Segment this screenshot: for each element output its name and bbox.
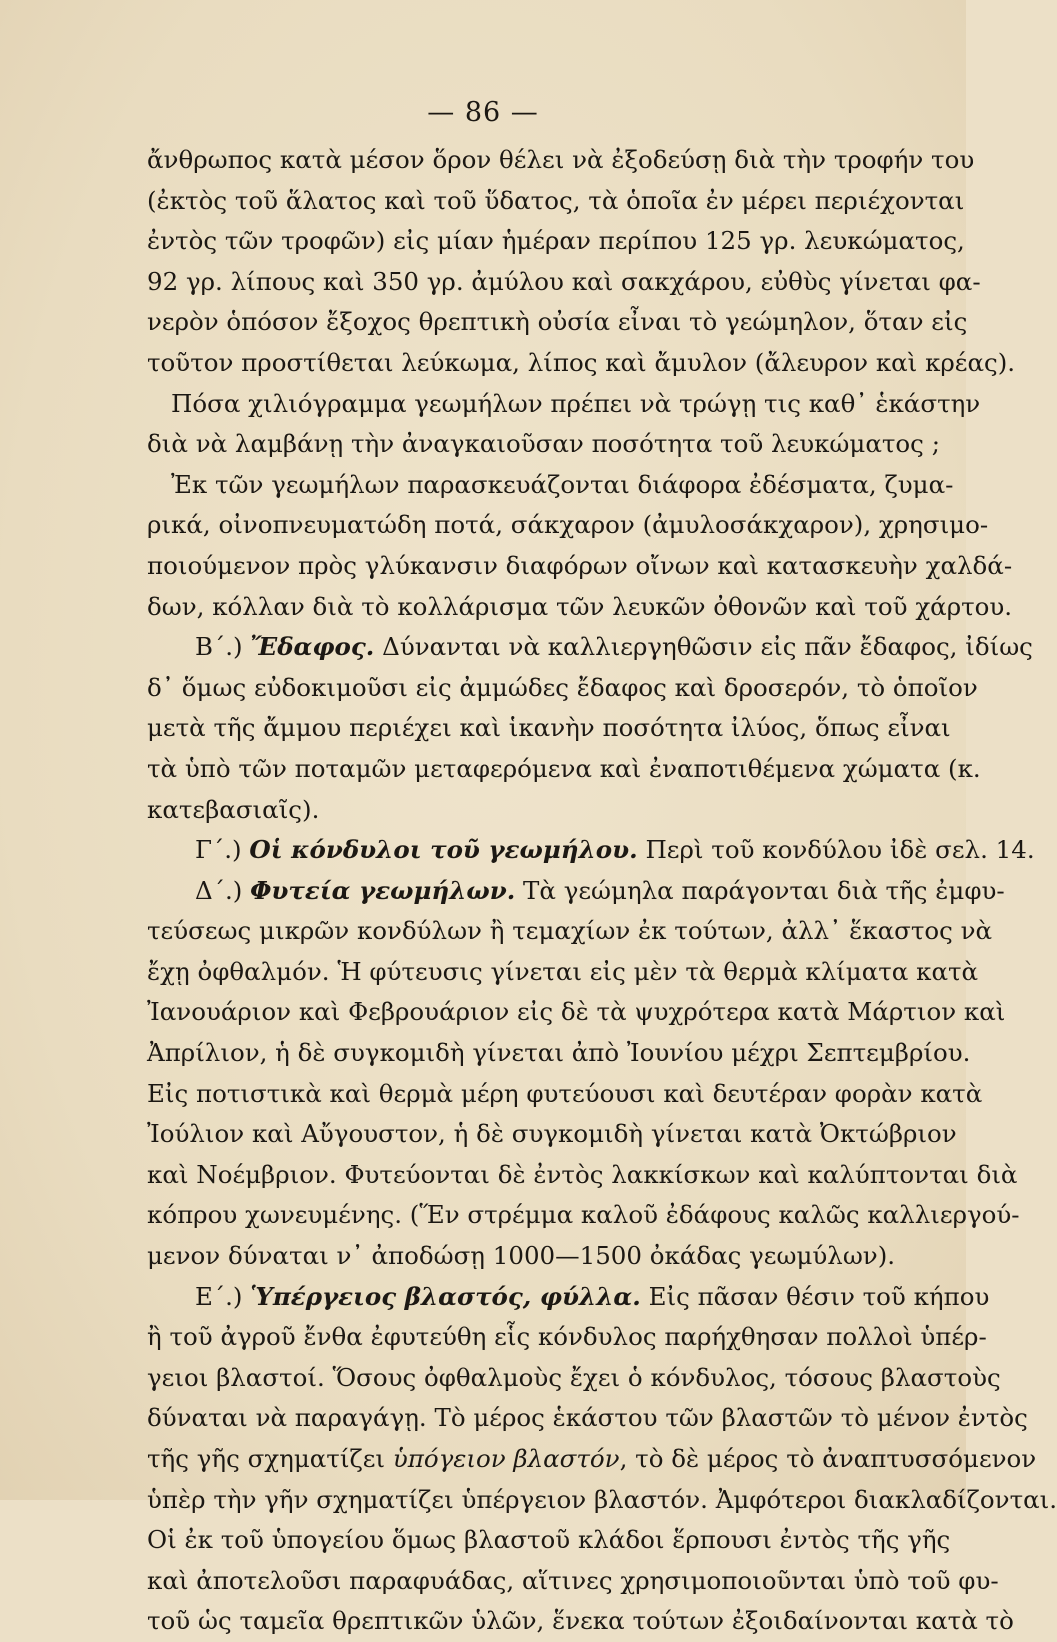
- text-line: νερὸν ὁπόσον ἔξοχος θρεπτικὴ οὐσία εἶναι τὸ γεώμηλον, ὅταν εἰς: [147, 307, 968, 337]
- section-text: Τὰ γεώμηλα παράγονται διὰ τῆς ἐμφυ-: [523, 875, 1005, 905]
- text-line: δύναται νὰ παραγάγῃ. Τὸ μέρος ἑκάστου τῶν βλαστῶν τὸ μένον ἐντὸς: [147, 1403, 1028, 1433]
- section-label: Δ΄.): [195, 875, 243, 905]
- text-line: Ἰούλιον καὶ Αὔγουστον, ἡ δὲ συγκομιδὴ γίνεται κατὰ Ὀκτώβριον: [147, 1119, 957, 1149]
- text-line: ὑπὲρ τὴν γῆν σχηματίζει ὑπέργειον βλαστόν. Ἀμφότεροι διακλαδίζονται.: [147, 1484, 1057, 1514]
- section-heading: Ἔδαφος.: [250, 632, 375, 662]
- section-g-line: [147, 830, 1035, 871]
- italic-term: ὑπόγειον βλαστόν: [392, 1444, 620, 1473]
- text-line: ἢ τοῦ ἀγροῦ ἔνθα ἐφυτεύθη εἷς κόνδυλος παρήχθησαν πολλοὶ ὑπέρ-: [147, 1322, 987, 1352]
- page-number: — 86 —: [427, 97, 539, 128]
- text-line: διὰ νὰ λαμβάνῃ τὴν ἀναγκαιοῦσαν ποσότητα τοῦ λευκώματος ;: [147, 429, 940, 459]
- text-line: Ἀπρίλιον, ἡ δὲ συγκομιδὴ γίνεται ἀπὸ Ἰουνίου μέχρι Σεπτεμβρίου.: [147, 1038, 971, 1068]
- section-heading: Φυτεία γεωμήλων.: [250, 875, 516, 905]
- section-text: Εἰς πᾶσαν θέσιν τοῦ κήπου: [648, 1281, 990, 1311]
- text-line: Ἰανουάριον καὶ Φεβρουάριον εἰς δὲ τὰ ψυχρότερα κατὰ Μάρτιον καὶ: [147, 997, 1006, 1027]
- text-line: κατεβασιαῖς).: [147, 794, 320, 824]
- section-heading: Ὑπέργειος βλαστός, φύλλα.: [250, 1281, 641, 1311]
- section-text: Δύνανται νὰ καλλιεργηθῶσιν εἰς πᾶν ἔδαφος, ἰδίως: [382, 632, 1033, 662]
- section-label: Γ΄.): [195, 835, 242, 865]
- text-line: ἄνθρωπος κατὰ μέσον ὅρον θέλει νὰ ἐξοδεύσῃ διὰ τὴν τροφήν του: [147, 145, 975, 174]
- text-line: τεύσεως μικρῶν κονδύλων ἢ τεμαχίων ἐκ τούτων, ἀλλ᾽ ἕκαστος νὰ: [147, 916, 993, 946]
- text-line: τοῦ ὡς ταμεῖα θρεπτικῶν ὑλῶν, ἕνεκα τούτων ἐξοιδαίνονται κατὰ τὸ: [147, 1606, 1014, 1636]
- text-line: Ἐκ τῶν γεωμήλων παρασκευάζονται διάφορα ἐδέσματα, ζυμα-: [171, 469, 954, 499]
- text-segment: , τὸ δὲ μέρος τὸ ἀναπτυσσόμενον: [619, 1444, 1037, 1473]
- text-line: Οἱ ἐκ τοῦ ὑπογείου ὅμως βλαστοῦ κλάδοι ἕρπουσι ἐντὸς τῆς γῆς: [147, 1525, 951, 1555]
- text-line: ἐντὸς τῶν τροφῶν) εἰς μίαν ἡμέραν περίπου 125 γρ. λευκώματος,: [147, 226, 965, 256]
- text-line: Εἰς ποτιστικὰ καὶ θερμὰ μέρη φυτεύουσι καὶ δευτέραν φορὰν κατὰ: [147, 1078, 983, 1108]
- text-segment: τῆς γῆς σχηματίζει: [147, 1444, 386, 1473]
- section-e-first-line: [147, 1277, 990, 1318]
- body-text: [147, 140, 1057, 1642]
- text-line: ποιούμενον πρὸς γλύκανσιν διαφόρων οἴνων καὶ κατασκευὴν χαλδά-: [147, 550, 1013, 580]
- section-b-first-line: [147, 627, 1033, 668]
- text-line: τοῦτον προστίθεται λεύκωμα, λίπος καὶ ἄμυλον (ἄλευρον καὶ κρέας).: [147, 347, 1016, 377]
- text-line: δ᾽ ὅμως εὐδοκιμοῦσι εἰς ἀμμώδες ἔδαφος καὶ δροσερόν, τὸ ὁποῖον: [147, 672, 978, 702]
- text-line: ρικά, οἰνοπνευματώδη ποτά, σάκχαρον (ἀμυλοσάκχαρον), χρησιμο-: [147, 510, 989, 540]
- text-line: Πόσα χιλιόγραμμα γεωμήλων πρέπει νὰ τρώγῃ τις καθ᾽ ἑκάστην: [171, 388, 981, 418]
- text-line: μετὰ τῆς ἄμμου περιέχει καὶ ἱκανὴν ποσότητα ἰλύος, ὅπως εἶναι: [147, 713, 951, 743]
- text-line: τὰ ὑπὸ τῶν ποταμῶν μεταφερόμενα καὶ ἐναποτιθέμενα χώματα (κ.: [147, 753, 981, 783]
- section-label: Ε΄.): [195, 1281, 243, 1311]
- section-heading: Οἱ κόνδυλοι τοῦ γεωμήλου.: [249, 835, 638, 865]
- text-line: (ἐκτὸς τοῦ ἅλατος καὶ τοῦ ὕδατος, τὰ ὁποῖα ἐν μέρει περιέχονται: [147, 185, 965, 215]
- text-line: ἔχῃ ὀφθαλμόν. Ἡ φύτευσις γίνεται εἰς μὲν τὰ θερμὰ κλίματα κατὰ: [147, 956, 979, 986]
- text-line: δων, κόλλαν διὰ τὸ κολλάρισμα τῶν λευκῶν ὀθονῶν καὶ τοῦ χάρτου.: [147, 591, 1013, 621]
- text-line: 92 γρ. λίπους καὶ 350 γρ. ἀμύλου καὶ σακχάρου, εὐθὺς γίνεται φα-: [147, 266, 981, 296]
- section-label: Β΄.): [195, 632, 243, 662]
- text-line-mixed: [147, 1439, 1037, 1480]
- text-line: καὶ Νοέμβριον. Φυτεύονται δὲ ἐντὸς λακκίσκων καὶ καλύπτονται διὰ: [147, 1159, 1018, 1189]
- text-line: γειοι βλαστοί. Ὅσους ὀφθαλμοὺς ἔχει ὁ κόνδυλος, τόσους βλαστοὺς: [147, 1362, 1001, 1392]
- text-line: κόπρου χωνευμένης. (Ἕν στρέμμα καλοῦ ἐδάφους καλῶς καλλιεργού-: [147, 1200, 1020, 1230]
- text-line: μενον δύναται ν᾽ ἀποδώσῃ 1000—1500 ὀκάδας γεωμύλων).: [147, 1241, 896, 1271]
- section-d-first-line: [147, 871, 1005, 912]
- section-text: Περὶ τοῦ κονδύλου ἰδὲ σελ. 14.: [645, 835, 1035, 865]
- text-line: καὶ ἀποτελοῦσι παραφυάδας, αἵτινες χρησιμοποιοῦνται ὑπὸ τοῦ φυ-: [147, 1565, 999, 1595]
